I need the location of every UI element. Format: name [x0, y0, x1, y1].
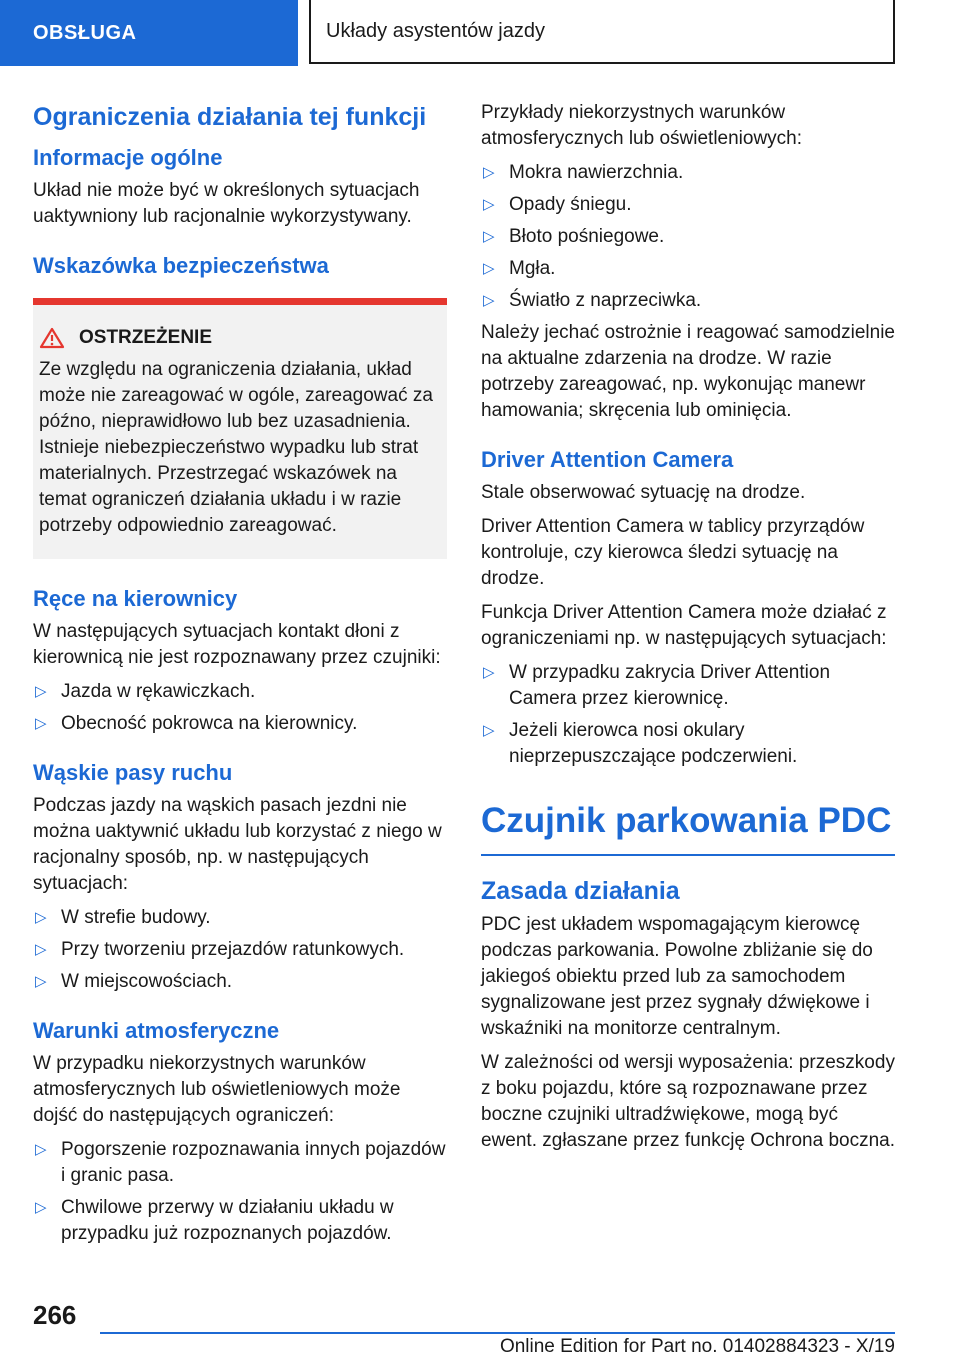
camera-heading: Driver Attention Camera [481, 447, 734, 472]
triangle-right-outline-icon: ▷ [483, 164, 495, 181]
list-item: ▷ Jazda w rękawiczkach. [33, 679, 447, 705]
list-item: ▷ W przypadku zakrycia Driver Attention Camera przez kierownicę. [483, 662, 831, 709]
triangle-right-outline-icon: ▷ [35, 941, 47, 958]
list-item: ▷ Chwilowe przerwy w działaniu układu w przypadku już rozpoznanych pojazdów. [35, 1197, 394, 1244]
section-tab: OBSŁUGA [0, 0, 298, 66]
triangle-right-outline-icon: ▷ [483, 260, 495, 277]
triangle-right-outline-icon: ▷ [483, 196, 495, 213]
list-item: ▷ Obecność pokrowca na kierownicy. [33, 711, 447, 737]
list-item: ▷ Jeżeli kierowca nosi okulary nieprzepuszczające podczerwieni. [483, 720, 798, 767]
right-column [481, 100, 895, 1162]
section-title: Ograniczenia działania tej funkcji [33, 103, 427, 131]
warning-box [33, 298, 447, 559]
general-heading: Informacje ogólne [33, 145, 223, 170]
page-number: 266 [33, 1300, 77, 1330]
triangle-right-outline-icon: ▷ [35, 683, 47, 700]
triangle-right-outline-icon: ▷ [35, 973, 47, 990]
general-text: Układ nie może być w określonych sytuacjach uaktywniony lub racjonalnie wykorzystywany. [33, 180, 420, 227]
examples-text: Przykłady niekorzystnych warunków atmosferycznych lub oświetleniowych: [481, 102, 803, 149]
principle-p2: W zależności od wersji wyposażenia: przeszkody z boku pojazdu, które są rozpoznawane przez boczne czujniki ultradźwiękowe, mogą być ewent. zgłaszane przez funkcję Ochrona boczna. [481, 1052, 896, 1151]
camera-p3: Funkcja Driver Attention Camera może działać z ograniczeniami np. w następujących sytuacjach: [481, 602, 887, 649]
list-item: ▷ Przy tworzeniu przejazdów ratunkowych. [33, 937, 447, 963]
weather-text: W przypadku niekorzystnych warunków atmosferycznych lub oświetleniowych może dojść do następujących ograniczeń: [33, 1053, 401, 1126]
camera-p2: Driver Attention Camera w tablicy przyrządów kontroluje, czy kierowca śledzi sytuację na drodze. [481, 516, 865, 589]
hands-heading: Ręce na kierownicy [33, 586, 238, 611]
triangle-right-outline-icon: ▷ [483, 664, 495, 681]
triangle-right-outline-icon: ▷ [35, 715, 47, 732]
hands-list [33, 679, 447, 737]
lanes-heading: Wąskie pasy ruchu [33, 760, 233, 785]
examples-list [481, 160, 895, 314]
weather-heading: Warunki atmosferyczne [33, 1018, 280, 1043]
triangle-right-outline-icon: ▷ [35, 1141, 47, 1158]
list-item: ▷ Opady śniegu. [481, 192, 895, 218]
pdc-heading: Czujnik parkowania PDC [481, 798, 895, 856]
lanes-text: Podczas jazdy na wąskich pasach jezdni nie można uaktywnić układu lub korzystać z niego w racjonalny sposób, np. w następujących sytuacjach: [33, 795, 442, 894]
camera-p1: Stale obserwować sytuację na drodze. [481, 482, 806, 503]
left-column [33, 100, 447, 1253]
warning-header [39, 325, 439, 351]
footer-edition: Online Edition for Part no. 01402884323 - X/19 [499, 1336, 895, 1357]
triangle-right-outline-icon: ▷ [483, 228, 495, 245]
warning-triangle-icon [39, 327, 65, 349]
warning-text: Ze względu na ograniczenia działania, układ może nie zareagować w ogóle, zareagować za późno, nieprawidłowo lub bez uzasadnienia. Istnieje niebezpieczeństwo wypadku lub strat materialnych. Przestrzegać wskazówek na temat ograniczeń działania układu i w razie potrzeby odpowiednio zareagować. [39, 359, 433, 536]
principle-p1: PDC jest układem wspomagającym kierowcę podczas parkowania. Powolne zbliżanie się do jakiegoś obiektu przed lub za samochodem sygnalizowane jest przez sygnały dźwiękowe i wskaźniki na monitorze centralnym. [481, 914, 873, 1039]
examples-after: Należy jechać ostrożnie i reagować samodzielnie na aktualne zdarzenia na drodze. W razie potrzeby zareagować, np. wykonując manewr hamowania; skręcenia lub ominięcia. [481, 322, 895, 421]
triangle-right-outline-icon: ▷ [483, 292, 495, 309]
triangle-right-outline-icon: ▷ [35, 1199, 47, 1216]
camera-list [481, 660, 895, 770]
list-item: ▷ Światło z naprzeciwka. [481, 288, 895, 314]
list-item: ▷ W strefie budowy. [33, 905, 447, 931]
list-item: ▷ Mokra nawierzchnia. [481, 160, 895, 186]
weather-list [33, 1137, 447, 1247]
list-item: ▷ Pogorszenie rozpoznawania innych pojazdów i granic pasa. [35, 1139, 446, 1186]
triangle-right-outline-icon: ▷ [483, 722, 495, 739]
list-item: ▷ Mgła. [481, 256, 895, 282]
page-header [0, 0, 960, 66]
warning-label: OSTRZEŻENIE [79, 327, 213, 348]
triangle-right-outline-icon: ▷ [35, 909, 47, 926]
list-item: ▷ W miejscowościach. [33, 969, 447, 995]
footer-rule [100, 1332, 895, 1334]
hands-text: W następujących sytuacjach kontakt dłoni z kierownicą nie jest rozpoznawany przez czujniki: [33, 621, 441, 668]
lanes-list [33, 905, 447, 995]
chapter-title: Układy asystentów jazdy [310, 0, 895, 64]
principle-heading: Zasada działania [481, 877, 680, 905]
list-item: ▷ Błoto pośniegowe. [481, 224, 895, 250]
safety-heading: Wskazówka bezpieczeństwa [33, 253, 329, 278]
